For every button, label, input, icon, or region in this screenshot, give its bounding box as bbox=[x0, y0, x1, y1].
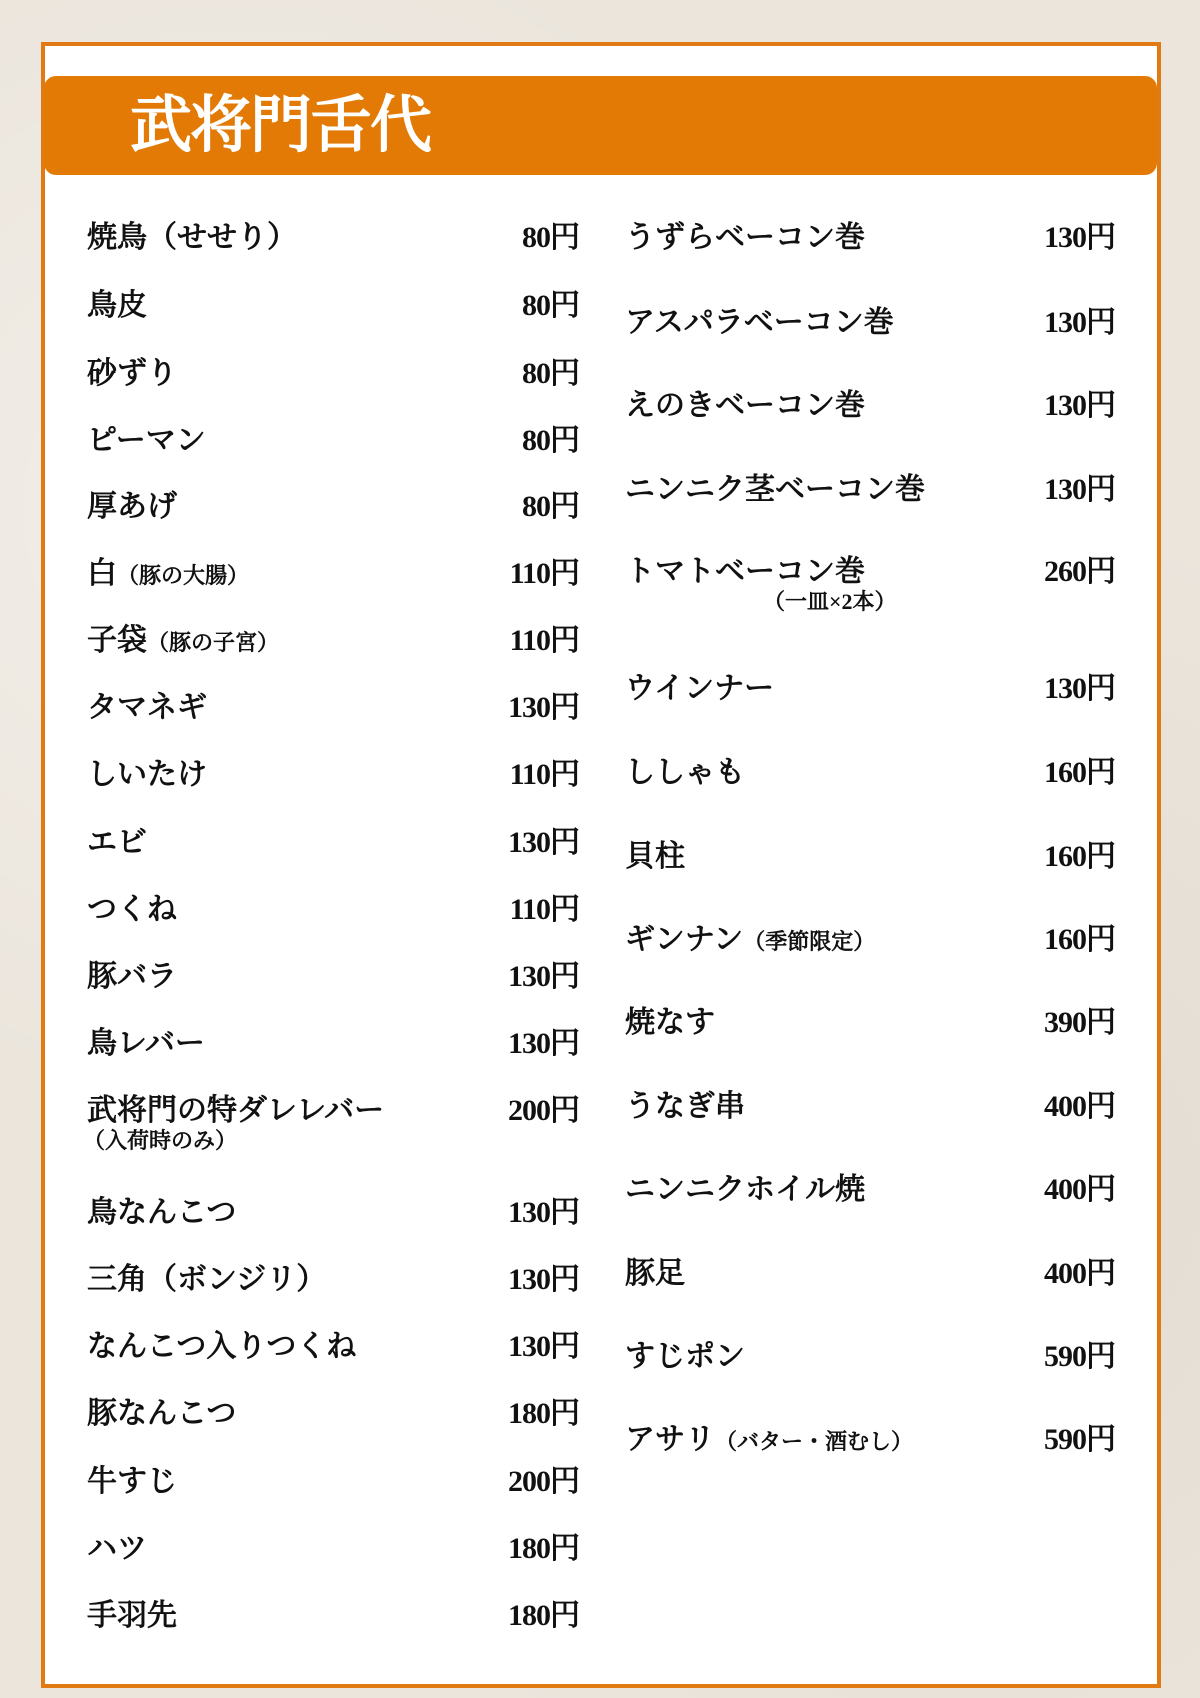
item-price: 130円 bbox=[508, 1263, 579, 1296]
menu-item bbox=[625, 554, 1115, 614]
item-name bbox=[625, 1339, 745, 1375]
item-price: 130円 bbox=[1044, 473, 1115, 506]
item-name bbox=[625, 1422, 913, 1460]
menu-item bbox=[87, 1598, 579, 1638]
item-name-text: 焼なす bbox=[625, 1006, 715, 1039]
item-note: （豚の子宮） bbox=[147, 630, 280, 655]
item-price: 80円 bbox=[522, 221, 579, 254]
menu-item bbox=[87, 1262, 579, 1302]
menu-item bbox=[87, 220, 579, 260]
menu-item bbox=[87, 1531, 579, 1571]
menu-item bbox=[87, 1195, 579, 1235]
item-name bbox=[87, 489, 177, 525]
item-price: 130円 bbox=[1044, 306, 1115, 339]
item-name bbox=[87, 623, 279, 661]
item-name bbox=[87, 1396, 236, 1432]
menu-item bbox=[625, 305, 1115, 345]
menu-item bbox=[625, 1339, 1115, 1379]
item-name bbox=[625, 472, 925, 508]
item-price: 130円 bbox=[1044, 672, 1115, 705]
item-price: 590円 bbox=[1044, 1340, 1115, 1373]
item-name-text: うなぎ串 bbox=[625, 1090, 745, 1123]
item-name-text: ハツ bbox=[87, 1532, 147, 1565]
menu-item bbox=[87, 825, 579, 865]
item-name-text: 砂ずり bbox=[87, 357, 177, 390]
menu-item bbox=[83, 1093, 579, 1153]
item-name bbox=[625, 388, 865, 424]
item-name bbox=[625, 922, 875, 960]
item-name bbox=[625, 1172, 865, 1208]
menu-item bbox=[625, 220, 1115, 260]
item-price: 80円 bbox=[522, 357, 579, 390]
item-name bbox=[87, 1195, 236, 1231]
menu-item bbox=[625, 839, 1115, 879]
item-price: 400円 bbox=[1044, 1173, 1115, 1206]
item-name bbox=[87, 690, 207, 726]
item-name-text: うずらベーコン巻 bbox=[625, 221, 865, 254]
item-name bbox=[625, 839, 685, 875]
item-name-text: 鳥皮 bbox=[87, 289, 147, 322]
menu-item bbox=[87, 288, 579, 328]
menu-item bbox=[87, 757, 579, 797]
item-name bbox=[87, 1329, 356, 1365]
menu-item bbox=[87, 1396, 579, 1436]
item-price: 110円 bbox=[509, 893, 579, 926]
menu-item bbox=[87, 1329, 579, 1369]
item-name-text: ニンニクホイル焼 bbox=[625, 1173, 865, 1206]
item-name bbox=[87, 1093, 384, 1129]
menu-item bbox=[87, 489, 579, 529]
item-name-text: 豚足 bbox=[625, 1257, 685, 1290]
item-price: 260円 bbox=[1044, 555, 1115, 588]
item-name bbox=[87, 288, 147, 324]
item-name bbox=[87, 220, 297, 256]
item-price: 200円 bbox=[508, 1465, 579, 1498]
item-price: 130円 bbox=[508, 1196, 579, 1229]
item-name bbox=[87, 1464, 177, 1500]
item-name-text: ニンニク茎ベーコン巻 bbox=[625, 473, 925, 506]
item-name-text: すじポン bbox=[625, 1340, 745, 1373]
item-name bbox=[87, 892, 177, 928]
item-price: 390円 bbox=[1044, 1006, 1115, 1039]
item-name bbox=[87, 356, 177, 392]
menu-item bbox=[87, 556, 579, 596]
menu-item bbox=[625, 1422, 1115, 1462]
item-price: 110円 bbox=[509, 758, 579, 791]
item-price: 130円 bbox=[508, 691, 579, 724]
item-name-text: 三角（ボンジリ） bbox=[87, 1263, 327, 1296]
item-price: 110円 bbox=[509, 557, 579, 590]
item-price: 130円 bbox=[508, 960, 579, 993]
item-name-text: 豚なんこつ bbox=[87, 1397, 237, 1430]
item-name-text: 豚バラ bbox=[87, 960, 177, 993]
menu-item bbox=[87, 623, 579, 663]
item-price: 200円 bbox=[508, 1094, 579, 1127]
item-price: 160円 bbox=[1044, 756, 1115, 789]
menu-item bbox=[625, 671, 1115, 711]
menu-item bbox=[87, 1464, 579, 1504]
item-price: 180円 bbox=[508, 1599, 579, 1632]
item-name bbox=[625, 755, 745, 791]
menu-item bbox=[87, 1026, 579, 1066]
item-name-text: アスパラベーコン巻 bbox=[625, 306, 894, 339]
item-price: 160円 bbox=[1044, 923, 1115, 956]
menu-item bbox=[87, 356, 579, 396]
menu-item bbox=[87, 423, 579, 463]
menu-item bbox=[87, 892, 579, 932]
item-name-text: タマネギ bbox=[87, 691, 207, 724]
item-name-text: 牛すじ bbox=[87, 1465, 177, 1498]
item-name bbox=[87, 757, 207, 793]
menu-item bbox=[625, 472, 1115, 512]
item-name-text: 鳥なんこつ bbox=[87, 1196, 237, 1229]
item-name bbox=[87, 825, 147, 861]
item-price: 130円 bbox=[508, 1330, 579, 1363]
item-name bbox=[625, 671, 774, 707]
item-name-text: 子袋 bbox=[87, 624, 147, 657]
item-subnote: （一皿×2本） bbox=[763, 589, 897, 614]
item-price: 130円 bbox=[508, 1027, 579, 1060]
item-price: 400円 bbox=[1044, 1090, 1115, 1123]
item-name-text: ギンナン bbox=[625, 923, 744, 956]
item-price: 80円 bbox=[522, 289, 579, 322]
item-price: 130円 bbox=[1044, 389, 1115, 422]
item-name-text: 鳥レバー bbox=[87, 1027, 205, 1060]
item-name-text: 焼鳥（せせり） bbox=[87, 221, 297, 254]
item-name bbox=[87, 959, 177, 995]
item-price: 180円 bbox=[508, 1397, 579, 1430]
item-price: 160円 bbox=[1044, 840, 1115, 873]
item-name bbox=[87, 556, 249, 594]
menu-item bbox=[625, 922, 1115, 962]
title-bar bbox=[44, 76, 1157, 175]
item-name-text: 貝柱 bbox=[625, 840, 685, 873]
item-price: 110円 bbox=[509, 624, 579, 657]
item-name-text: なんこつ入りつくね bbox=[87, 1330, 357, 1363]
item-name bbox=[625, 1256, 685, 1292]
item-name-text: アサリ bbox=[625, 1423, 715, 1456]
menu-item bbox=[625, 1005, 1115, 1045]
item-price: 130円 bbox=[1044, 221, 1115, 254]
item-name bbox=[625, 1005, 715, 1041]
item-note: （季節限定） bbox=[743, 929, 876, 954]
item-note: （バター・酒むし） bbox=[715, 1429, 914, 1454]
menu-item bbox=[625, 755, 1115, 795]
menu-item bbox=[625, 1256, 1115, 1296]
item-name-text: 手羽先 bbox=[87, 1599, 177, 1632]
item-note: （豚の大腸） bbox=[117, 563, 250, 588]
item-name-text: ピーマン bbox=[87, 424, 206, 457]
item-name-text: 武将門の特ダレレバー bbox=[87, 1094, 385, 1127]
item-name-text: えのきベーコン巻 bbox=[625, 389, 865, 422]
menu-item bbox=[625, 1089, 1115, 1129]
item-name bbox=[87, 1026, 205, 1062]
menu-item bbox=[87, 690, 579, 730]
item-name-text: ウインナー bbox=[625, 672, 775, 705]
item-name-text: しいたけ bbox=[87, 758, 207, 791]
item-price: 80円 bbox=[522, 490, 579, 523]
menu-title: 武将門舌代 bbox=[130, 92, 431, 160]
item-name bbox=[87, 1262, 326, 1298]
item-subnote: （入荷時のみ） bbox=[83, 1128, 238, 1153]
item-name-text: ししゃも bbox=[625, 756, 745, 789]
item-name bbox=[87, 1598, 177, 1634]
menu-item bbox=[625, 388, 1115, 428]
item-name-text: 白 bbox=[87, 557, 117, 590]
item-price: 400円 bbox=[1044, 1257, 1115, 1290]
item-name bbox=[625, 554, 865, 590]
menu-item bbox=[625, 1172, 1115, 1212]
item-price: 180円 bbox=[508, 1532, 579, 1565]
item-price: 130円 bbox=[508, 826, 579, 859]
item-name-text: トマトベーコン巻 bbox=[625, 555, 865, 588]
item-name bbox=[625, 305, 894, 341]
item-price: 590円 bbox=[1044, 1423, 1115, 1456]
item-name bbox=[87, 1531, 147, 1567]
item-name bbox=[625, 220, 865, 256]
menu-item bbox=[87, 959, 579, 999]
item-name-text: つくね bbox=[87, 893, 177, 926]
item-name bbox=[625, 1089, 745, 1125]
item-price: 80円 bbox=[522, 424, 579, 457]
item-name bbox=[87, 423, 206, 459]
item-name-text: エビ bbox=[87, 826, 147, 859]
item-name-text: 厚あげ bbox=[87, 490, 177, 523]
